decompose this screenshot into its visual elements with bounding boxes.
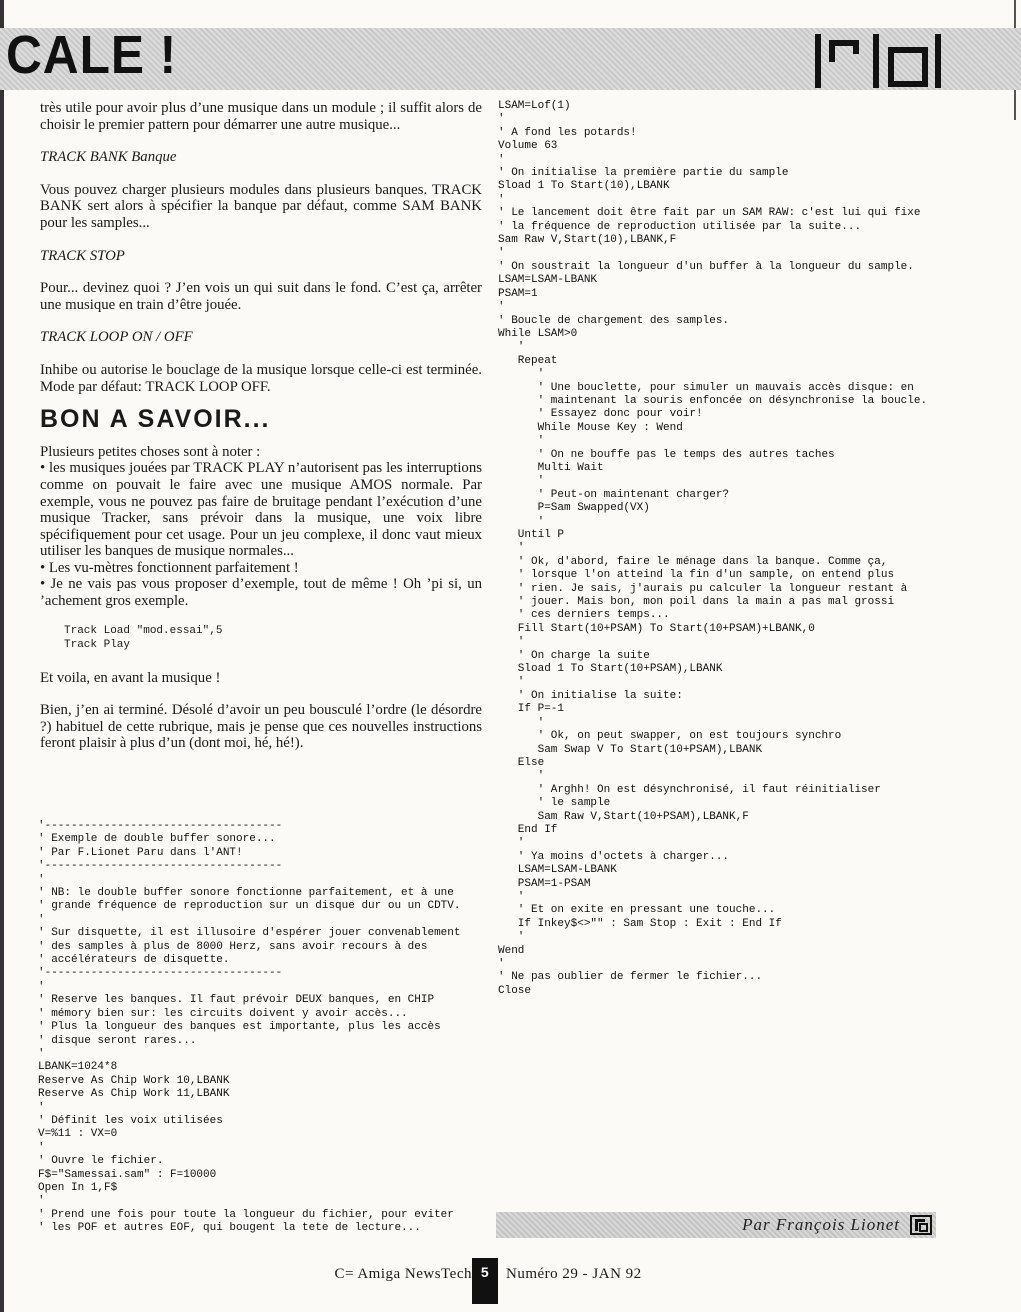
- note-item: • Je ne vais pas vous proposer d’exemple, tout de même ! Oh ’pi si, un ’achement gros exemple.: [40, 576, 482, 610]
- after-example-paragraph: Et voila, en avant la musique !: [40, 669, 221, 686]
- note-item: • les musiques jouées par TRACK PLAY n’autorisent pas les interruptions comme on pouvait le faire avec une musique AMOS normale. Par exemple, vous ne pouvez pas faire de bruitage pendant l’exécution d’une musique Tracker, sans prévoir dans la musique, une voix libre spécifiquement pour cet usage. Pour un jeu complexe, il donc vaut mieux utiliser les banques de musique normales...: [40, 460, 482, 560]
- code-listing-right: LSAM=Lof(1) ' ' A fond les potards! Volume 63 ' ' On initialise la première partie du sample Sload 1 To Start(10),LBANK ' ' Le lancement doit être fait par un SAM RAW: c'est lui qui fixe ' la fréquence de reproduction utilisée par la suite... Sam Raw V,Start(10),LBANK,F ' ' On soustrait la longueur d'un buffer à la longueur du sample. LSAM=LSAM-LBANK PSAM=1 ' ' Boucle de chargement des samples. While LSAM>0 ' Repeat ' ' Une bouclette, pour simuler un mauvais accès disque: en ' maintenant la souris enfoncée on désynchronise la boucle. ' Essayez donc pour voir! While Mouse Key : Wend ' ' On ne bouffe pas le temps des autres taches Multi Wait ' ' Peut-on maintenant charger? P=Sam Swapped(VX) ' Until P ' ' Ok, d'abord, faire le ménage dans la banque. Comme ça, ' lorsque l'on atteind la fin d'un sample, on entend plus ' rien. Je sais, j'aurais pu calculer la longueur restant à ' jouer. Mais bon, mon poil dans la main a pas mal grossi ' ces derniers temps... Fill Start(10+PSAM) To Start(10+PSAM)+LBANK,0 ' ' On charge la suite Sload 1 To Start(10+PSAM),LBANK ' ' On initialise la suite: If P=-1 ' ' Ok, on peut swapper, on est toujours synchro Sam Swap V To Start(10+PSAM),LBANK Else ' ' Arghh! On est désynchronisé, il faut réinitialiser ' le sample Sam Raw V,Start(10+PSAM),LBANK,F End If ' ' Ya moins d'octets à charger... LSAM=LSAM-LBANK PSAM=1-PSAM ' ' Et on exite en pressant une touche... If Inkey$<>"" : Sam Stop : Exit : End If ' Wend ' ' Ne pas oublier de fermer le fichier... Close: [498, 100, 928, 997]
- example-code: Track Load "mod.essai",5 Track Play: [64, 624, 223, 651]
- left-column: [40, 100, 482, 768]
- page-footer: [0, 1258, 1021, 1304]
- notes-intro: Plusieurs petites choses sont à noter :: [40, 443, 261, 460]
- note-item: • Les vu-mètres fonctionnent parfaitement !: [40, 559, 299, 576]
- command-title: TRACK LOOP ON / OFF: [40, 329, 193, 346]
- issue-info: Numéro 29 - JAN 92: [506, 1266, 642, 1282]
- author-credit: Par François Lionet: [742, 1215, 900, 1234]
- code-listing-left: '------------------------------------ ' Exemple de double buffer sonore... ' Par F.Lionet Paru dans l'ANT! '------------------------------------ ' ' NB: le double buffer sonore fonctionne parfaitement, et à une ' grande fréquence de reproduction sur un disque dur ou un CDTV. ' ' Sur disquette, il est illusoire d'espérer jouer convenablement ' des samples à plus de 8000 Herz, sans avoir recours à des ' accélérateurs de disquette. '------------------------------------ ' ' Reserve les banques. Il faut prévoir DEUX banques, en CHIP ' mémory bien sur: les circuits doivent y avoir accès... ' Plus la longueur des banques est importante, plus les accès ' disque seront rares... ' LBANK=1024*8 Reserve As Chip Work 10,LBANK Reserve As Chip Work 11,LBANK ' ' Définit les voix utilisées V=%11 : VX=0 ' ' Ouvre le fichier. F$="Samessai.sam" : F=10000 Open In 1,F$ ' ' Prend une fois pour toute la longueur du fichier, pour eviter ' les POF et autres EOF, qui bougent la tete de lecture...: [38, 820, 461, 1235]
- page-title: CALE !: [6, 25, 178, 85]
- page-number: 5: [472, 1258, 498, 1304]
- closing-paragraph: Bien, j’en ai terminé. Désolé d’avoir un peu bousculé l’ordre (le désordre ?) habituel de cette rubrique, mais je pense que ces nouvelles instructions feront plaisir à plus d’un (dont moi, hé, hé!).: [40, 702, 482, 752]
- intro-paragraph: très utile pour avoir plus d’une musique dans un module ; il suffit alors de choisir le premier pattern pour démarrer une autre musique...: [40, 100, 482, 133]
- command-description: Vous pouvez charger plusieurs modules dans plusieurs banques. TRACK BANK sert alors à spécifier la banque par défaut, comme SAM BANK pour les samples...: [40, 181, 482, 231]
- command-title: TRACK STOP: [40, 247, 125, 264]
- page-edge-bar: [0, 0, 4, 1312]
- section-heading: BON A SAVOIR...: [40, 405, 271, 434]
- magazine-name: C= Amiga NewsTech: [334, 1266, 472, 1282]
- command-description: Inhibe ou autorise le bouclage de la musique lorsque celle-ci est terminée. Mode par défaut: TRACK LOOP OFF.: [40, 361, 482, 395]
- command-title: TRACK BANK Banque: [40, 149, 177, 166]
- end-mark-icon: [910, 1215, 932, 1235]
- command-description: Pour... devinez quoi ? J’en vois un qui suit dans le fond. C’est ça, arrêter une musique en train d’être jouée.: [40, 280, 482, 313]
- notes-list: [40, 444, 482, 610]
- author-band: [496, 1212, 936, 1238]
- section-logo-icon: [815, 32, 945, 90]
